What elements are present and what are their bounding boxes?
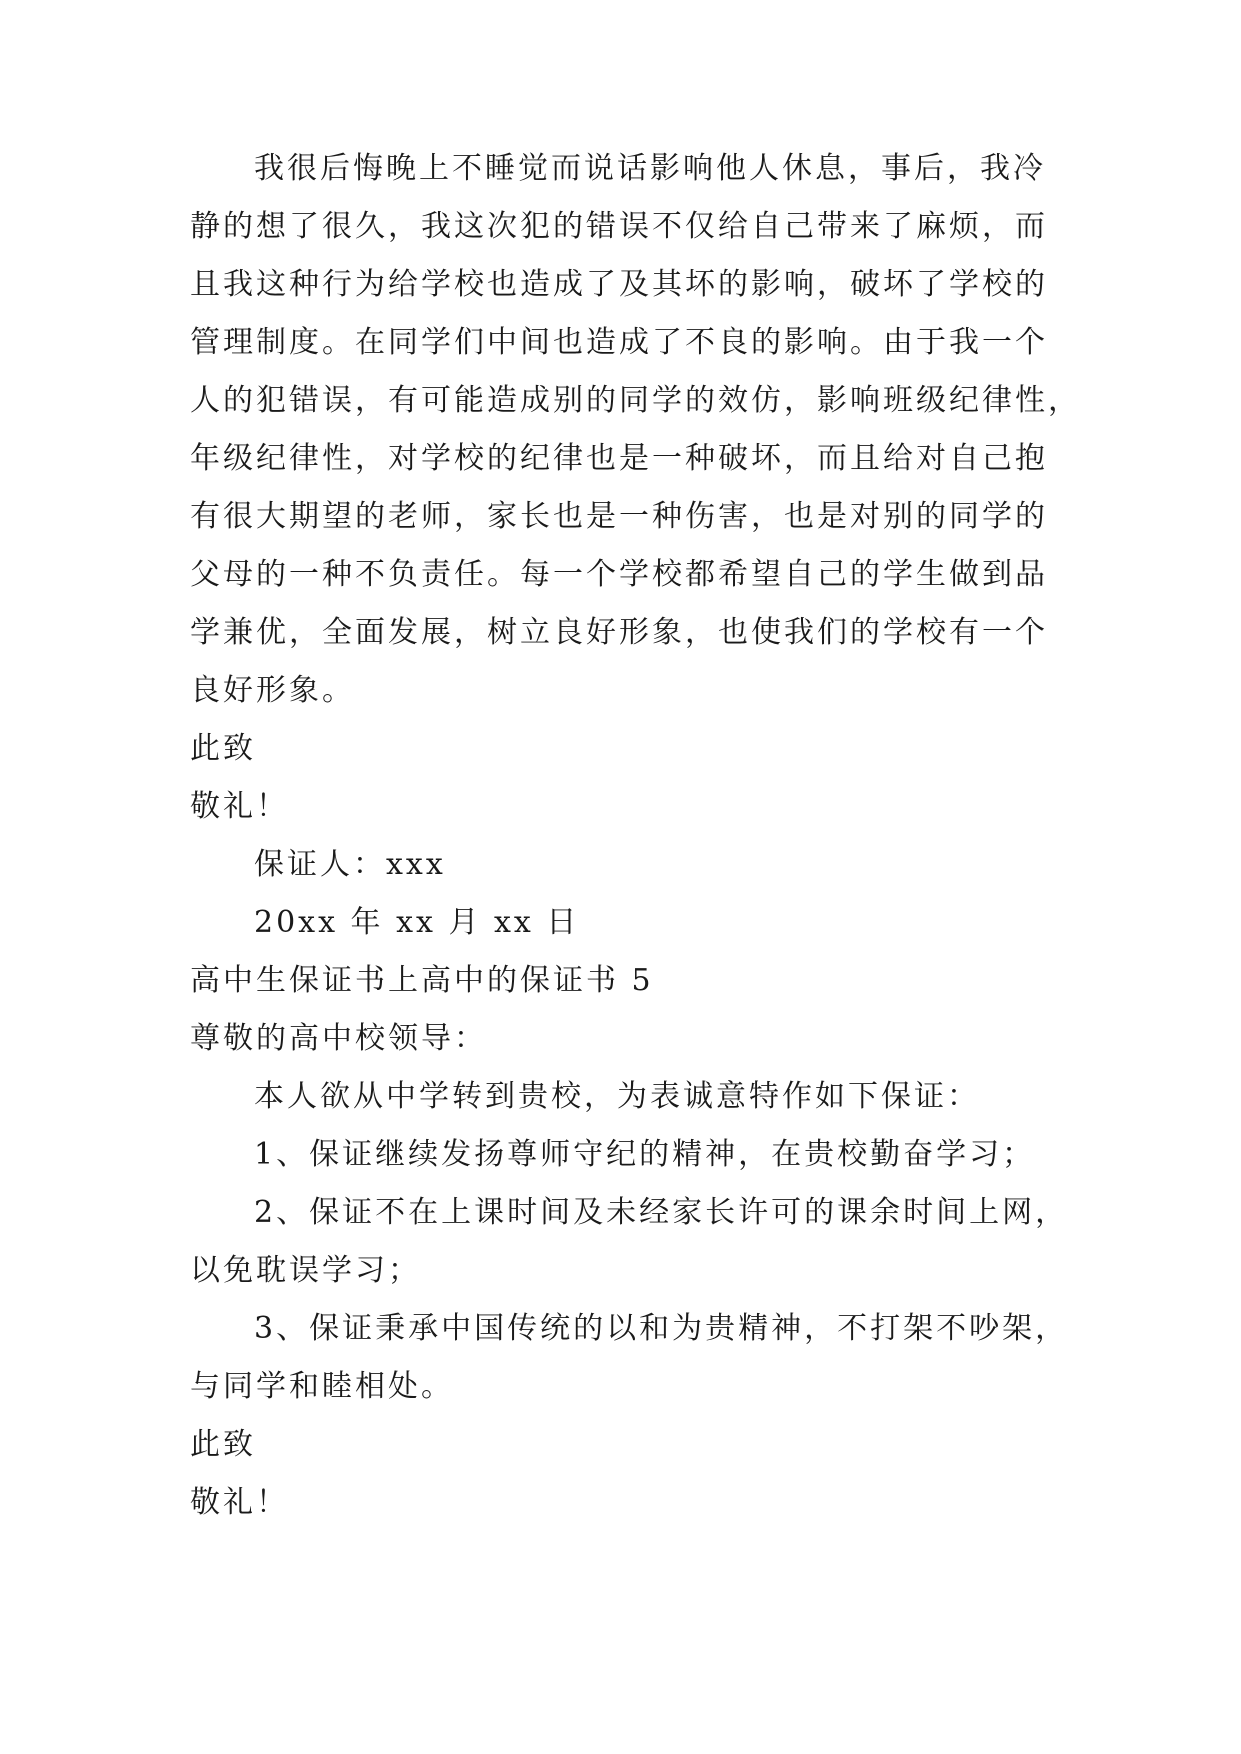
salute-text: 敬礼！ [190, 789, 289, 824]
intro-line: 我很后悔晚上不睡觉而说话影响他人休息，事后，我冷 [254, 151, 1046, 186]
guarantee-item-1: 1、保证继续发扬尊师守纪的精神，在贵校勤奋学习； [254, 1137, 1036, 1172]
guarantee-item-2-continued: 以免耽误学习； [190, 1253, 421, 1288]
guarantee-item-3: 3、保证秉承中国传统的以和为贵精神，不打架不吵架， [254, 1311, 1069, 1346]
guarantee-item-2: 2、保证不在上课时间及未经家长许可的课余时间上网， [254, 1195, 1069, 1230]
intro-line: 父母的一种不负责任。每一个学校都希望自己的学生做到品 [190, 557, 1048, 592]
intro-line: 良好形象。 [190, 673, 355, 708]
date-line: 20xx 年 xx 月 xx 日 [254, 905, 580, 940]
intro-line: 有很大期望的老师，家长也是一种伤害，也是对别的同学的 [190, 499, 1048, 534]
greeting-line: 尊敬的高中校领导： [190, 1021, 487, 1056]
intro-line: 人的犯错误，有可能造成别的同学的效仿，影响班级纪律性， [190, 383, 1081, 418]
guarantor-line: 保证人：xxx [254, 847, 446, 882]
intro-line: 年级纪律性，对学校的纪律也是一种破坏，而且给对自己抱 [190, 441, 1048, 476]
salute-text: 敬礼！ [190, 1485, 289, 1520]
section-title: 高中生保证书上高中的保证书 5 [190, 963, 654, 998]
document-body [190, 140, 1081, 1532]
intro-line: 学兼优，全面发展，树立良好形象，也使我们的学校有一个 [190, 615, 1048, 650]
intro-line: 且我这种行为给学校也造成了及其坏的影响，破坏了学校的 [190, 267, 1048, 302]
intro-line: 管理制度。在同学们中间也造成了不良的影响。由于我一个 [190, 325, 1048, 360]
guarantee-item-3-continued: 与同学和睦相处。 [190, 1369, 454, 1404]
opening-line: 本人欲从中学转到贵校，为表诚意特作如下保证： [254, 1079, 980, 1114]
closing-text: 此致 [190, 731, 256, 766]
closing-text: 此致 [190, 1427, 256, 1462]
intro-line: 静的想了很久，我这次犯的错误不仅给自己带来了麻烦，而 [190, 209, 1048, 244]
